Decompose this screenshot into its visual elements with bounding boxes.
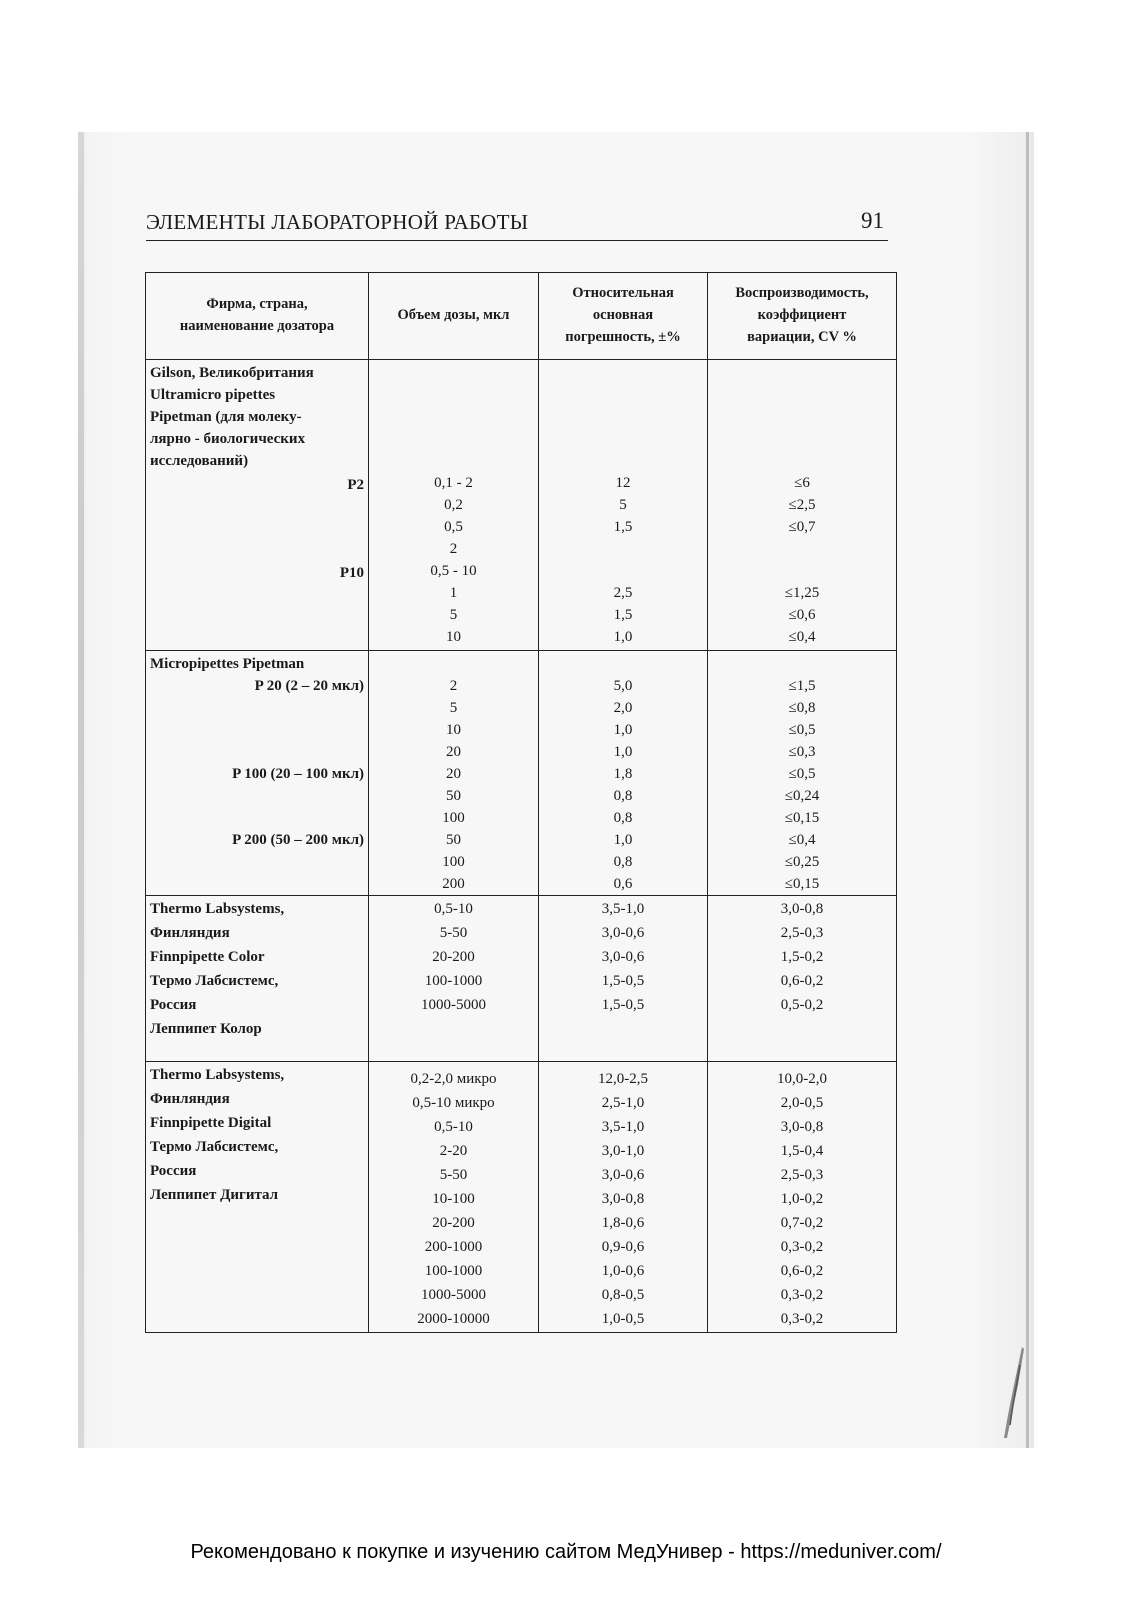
description-line: Термо Лабсистемс, [150,1139,279,1155]
column-header-error [539,273,708,360]
error-value [539,538,707,560]
description-line: Термо Лабсистемс, [150,973,279,989]
volume-value: 200 [442,876,465,892]
description-line: Леппипет Колор [150,1021,262,1037]
gilson-errors-cell [539,360,708,651]
table-row [146,360,897,651]
volume-value: 20 [446,766,461,782]
page-number: 91 [861,208,884,233]
description-line: Финляндия [150,925,230,941]
header-line: Воспроизводимость, [735,285,869,301]
cv-value: 1,0-0,2 [780,1191,824,1207]
volume-value: 5-50 [439,1167,468,1183]
cv-value: 10,0-2,0 [777,1071,827,1087]
volume-value: 20-200 [432,1215,475,1231]
volume-value: 50 [446,788,461,804]
footer-recommendation: Рекомендовано к покупке и изучению сайтом МедУнивер - https://meduniver.com/ [190,1541,942,1563]
volume-value: 200-1000 [424,1239,483,1255]
error-value: 3,5-1,0 [601,1119,645,1135]
cv-value: ≤0,8 [788,700,816,716]
cv-value: ≤0,7 [788,519,816,535]
header-line: основная [592,307,654,323]
error-value: 1,0 [613,744,633,760]
volume-value: 2000-10000 [417,1311,490,1327]
volume-value: 5 [449,700,458,716]
description-line: Россия [150,997,197,1013]
volume-value: 5 [449,607,458,623]
error-value: 0,8 [613,810,633,826]
cv-value: ≤0,24 [784,788,820,804]
volume-value: 5-50 [439,925,468,941]
description-line: Thermo Labsystems, [150,1067,285,1083]
digital-volumes-cell [369,1062,539,1333]
cv-value: ≤0,5 [788,722,816,738]
column-header-cv [708,273,897,360]
volume-value: 100-1000 [424,973,483,989]
cv-value: 0,6-0,2 [780,973,824,989]
volume-value: 0,5 [444,519,463,535]
color-volumes-cell [369,896,539,1062]
volume-value: 20-200 [432,949,475,965]
cv-value: 0,3-0,2 [780,1239,824,1255]
error-value: 12,0-2,5 [598,1071,648,1087]
cv-value: 1,5-0,4 [780,1143,824,1159]
volume-value: 0,2 [444,497,463,513]
cv-value: 3,0-0,8 [780,1119,824,1135]
cv-value: ≤6 [794,475,810,491]
page-corner-mark [1002,1345,1024,1440]
error-value: 1,0 [613,722,633,738]
volume-value: 2 [449,541,458,557]
table-row [146,1062,897,1333]
volume-value: 50 [446,832,461,848]
cv-value: 0,3-0,2 [780,1311,824,1327]
description-line: Finnpipette Digital [150,1115,272,1131]
table-header-row [146,273,897,360]
volume-value: 100-1000 [424,1263,483,1279]
cv-value: ≤0,4 [788,629,816,645]
volume-value: 0,1 - 2 [434,475,473,491]
table-row [146,896,897,1062]
volume-value: 0,5-10 [434,901,473,917]
cv-value: ≤2,5 [788,497,816,513]
cv-value: ≤0,15 [784,876,820,892]
color-cv-cell [708,896,897,1062]
error-value: 0,8 [613,854,633,870]
gilson-cv-cell [708,360,897,651]
error-value: 1,0 [613,832,633,848]
cv-value: ≤1,25 [784,585,820,601]
error-value: 5 [619,497,627,513]
volume-value: 2-20 [439,1143,468,1159]
error-value: 12 [615,475,631,491]
micropipettes-volumes-cell [369,651,539,896]
error-value: 3,0-0,6 [601,1167,645,1183]
description-line: исследований) [150,453,249,469]
cv-value: ≤0,5 [788,766,816,782]
model-label: P10 [339,565,364,581]
header-line: погрешность, ±% [565,329,681,345]
header-line: Объем дозы, мкл [397,307,510,323]
digital-cv-cell [708,1062,897,1333]
error-value: 1,5-0,5 [601,973,645,989]
cv-value [708,560,896,582]
cv-value [708,538,896,560]
header-line: вариации, CV % [747,329,857,345]
description-line: Леппипет Дигитал [150,1187,279,1203]
cv-value: 0,6-0,2 [780,1263,824,1279]
page-edge-line [1026,132,1029,1448]
digital-description-cell [146,1062,369,1333]
color-description-cell [146,896,369,1062]
running-title: ЭЛЕМЕНТЫ ЛАБОРАТОРНОЙ РАБОТЫ [146,210,529,234]
pipette-specs-table [145,272,897,1333]
error-value: 0,8 [613,788,633,804]
error-value: 0,9-0,6 [601,1239,645,1255]
cv-value: ≤0,6 [788,607,816,623]
error-value: 1,8-0,6 [601,1215,645,1231]
cv-value: ≤0,4 [788,832,816,848]
column-header-volume [369,273,539,360]
model-label: P2 [347,477,364,493]
description-line: Micropipettes Pipetman [150,656,305,672]
volume-value: 0,2-2,0 микро [410,1071,497,1087]
error-value: 2,5-1,0 [601,1095,645,1111]
cv-value: 0,7-0,2 [780,1215,824,1231]
cv-value: 0,3-0,2 [780,1287,824,1303]
volume-value: 1000-5000 [421,1287,486,1303]
micropipettes-cv-cell [708,651,897,896]
description-line: Pipetman (для молеку- [150,409,302,425]
description-line: Ultramicro pipettes [150,387,276,403]
cv-value: ≤0,3 [788,744,816,760]
error-value: 2,0 [613,700,633,716]
cv-value: 2,5-0,3 [780,1167,824,1183]
volume-value: 10 [446,629,461,645]
error-value: 1,5-0,5 [601,997,645,1013]
header-line: наименование дозатора [179,318,335,334]
error-value: 3,5-1,0 [601,901,645,917]
description-line: Gilson, Великобритания [150,365,314,381]
cv-value: 0,5-0,2 [780,997,824,1013]
cv-value: 3,0-0,8 [780,901,824,917]
gilson-description-cell [146,360,369,651]
volume-value: 0,5-10 [434,1119,473,1135]
cv-value: 1,5-0,2 [780,949,824,965]
volume-value: 10 [446,722,461,738]
error-value: 5,0 [613,678,633,694]
volume-value: 100 [442,854,465,870]
volume-value: 100 [442,810,465,826]
volume-value: 0,5 - 10 [430,563,477,579]
cv-value: ≤0,15 [784,810,820,826]
error-value: 3,0-0,8 [601,1191,645,1207]
running-header [146,206,888,241]
error-value: 1,8 [613,766,633,782]
cv-value: ≤1,5 [788,678,816,694]
volume-value: 1000-5000 [421,997,486,1013]
color-errors-cell [539,896,708,1062]
model-label: P 100 (20 – 100 мкл) [232,766,364,782]
error-value: 3,0-0,6 [601,925,645,941]
volume-value: 20 [446,744,461,760]
gilson-volumes-cell [369,360,539,651]
error-value: 1,0-0,6 [601,1263,645,1279]
cv-value: ≤0,25 [784,854,820,870]
volume-value: 1 [449,585,458,601]
micropipettes-errors-cell [539,651,708,896]
cv-value: 2,5-0,3 [780,925,824,941]
cv-value: 2,0-0,5 [780,1095,824,1111]
volume-value: 2 [449,678,458,694]
model-label: P 200 (50 – 200 мкл) [232,832,364,848]
error-value: 3,0-0,6 [601,949,645,965]
error-value: 0,8-0,5 [601,1287,645,1303]
error-value: 3,0-1,0 [601,1143,645,1159]
micropipettes-description-cell [146,651,369,896]
description-line: Россия [150,1163,197,1179]
error-value: 0,6 [613,876,633,892]
error-value: 2,5 [613,585,633,601]
error-value: 1,0 [613,629,633,645]
column-header-manufacturer [146,273,369,360]
page-binding-shadow [78,132,84,1448]
header-line: коэффициент [757,307,847,323]
description-line: Thermo Labsystems, [150,901,285,917]
error-value: 1,5 [613,519,633,535]
digital-errors-cell [539,1062,708,1333]
description-line: Финляндия [150,1091,230,1107]
volume-value: 0,5-10 микро [412,1095,495,1111]
table-row [146,651,897,896]
error-value [539,560,707,582]
description-line: лярно - биологических [150,431,306,447]
header-line: Фирма, страна, [206,296,308,312]
volume-value: 10-100 [432,1191,475,1207]
error-value: 1,5 [613,607,633,623]
error-value: 1,0-0,5 [601,1311,645,1327]
header-line: Относительная [572,285,674,301]
model-label: P 20 (2 – 20 мкл) [254,678,364,694]
description-line: Finnpipette Color [150,949,265,965]
